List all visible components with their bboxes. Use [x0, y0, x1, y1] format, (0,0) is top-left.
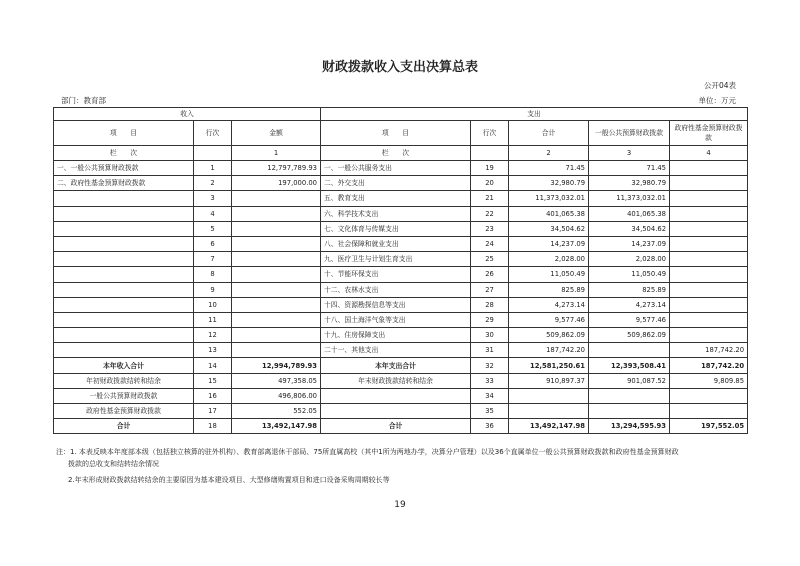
table-row [54, 312, 748, 327]
income-amount-cell [232, 206, 321, 221]
expense-fund-cell: 187,742.20 [670, 343, 748, 358]
expense-col-label: 栏 次 [321, 146, 471, 161]
expense-col-3: 3 [589, 146, 670, 161]
expense-blank-item [321, 388, 471, 403]
expense-general-cell: 4,273.14 [589, 297, 670, 312]
income-line-cell: 8 [194, 267, 232, 282]
expense-general-cell: 509,862.09 [589, 328, 670, 343]
expense-general-cell: 32,980.79 [589, 176, 670, 191]
income-item-cell [54, 236, 194, 251]
expense-end-label: 年末财政拨款结转和结余 [321, 373, 471, 388]
table-row [54, 297, 748, 312]
income-fund-amount: 552.05 [232, 404, 321, 419]
income-fund-label: 政府性基金预算财政拨款 [54, 404, 194, 419]
income-amount-cell [232, 328, 321, 343]
expense-line-cell: 30 [471, 328, 509, 343]
income-item-cell: 一、一般公共预算财政拨款 [54, 161, 194, 176]
expense-end-general: 901,087.52 [589, 373, 670, 388]
table-row [54, 328, 748, 343]
income-line-cell: 5 [194, 221, 232, 236]
expense-line-cell: 20 [471, 176, 509, 191]
expense-end-fund: 9,809.85 [670, 373, 748, 388]
table-row [54, 282, 748, 297]
budget-table [53, 107, 748, 434]
expense-fund-cell [670, 252, 748, 267]
expense-blank-general [589, 404, 670, 419]
expense-grand-fund: 197,552.05 [670, 419, 748, 434]
expense-general-cell: 11,050.49 [589, 267, 670, 282]
expense-item-cell: 二、外交支出 [321, 176, 471, 191]
expense-grand-total: 13,492,147.98 [509, 419, 589, 434]
page-number: 19 [394, 500, 406, 510]
income-line-cell: 12 [194, 328, 232, 343]
expense-fund-cell [670, 191, 748, 206]
expense-line-cell: 22 [471, 206, 509, 221]
expense-total-cell: 509,862.09 [509, 328, 589, 343]
income-item-header: 项 目 [54, 121, 194, 146]
expense-total-cell: 401,065.38 [509, 206, 589, 221]
expense-total-cell: 71.45 [509, 161, 589, 176]
expense-total-cell: 4,273.14 [509, 297, 589, 312]
expense-grand-general: 13,294,595.93 [589, 419, 670, 434]
income-amount-cell [232, 267, 321, 282]
expense-fund-cell [670, 297, 748, 312]
year-total-row [54, 358, 748, 373]
expense-general-cell: 71.45 [589, 161, 670, 176]
expense-fund-cell [670, 282, 748, 297]
income-amount-cell [232, 236, 321, 251]
income-general-amount: 496,806.00 [232, 388, 321, 403]
expense-line-cell: 23 [471, 221, 509, 236]
income-line-cell: 1 [194, 161, 232, 176]
expense-line-blank [471, 146, 509, 161]
expense-year-fund: 187,742.20 [670, 358, 748, 373]
expense-item-cell: 七、文化体育与传媒支出 [321, 221, 471, 236]
table-row [54, 236, 748, 251]
income-year-total-amount: 12,994,789.93 [232, 358, 321, 373]
expense-item-cell: 十、节能环保支出 [321, 267, 471, 282]
income-item-cell [54, 312, 194, 327]
expense-line-cell: 24 [471, 236, 509, 251]
income-amount-cell [232, 221, 321, 236]
income-line-cell: 9 [194, 282, 232, 297]
income-amount-cell [232, 252, 321, 267]
table-row [54, 252, 748, 267]
income-year-total-label: 本年收入合计 [54, 358, 194, 373]
expense-general-cell: 401,065.38 [589, 206, 670, 221]
income-line-cell: 13 [194, 343, 232, 358]
note-1: 注：1. 本表反映本年度部本级（包括独立核算的驻外机构）、教育部离退休干部局、75所直属高校（其中1所为两地办学，决算分户管理）以及36个直属单位一般公共预算财政拨款和政府性基金预算财政 [56, 448, 679, 456]
income-item-cell [54, 267, 194, 282]
income-year-total-line: 14 [194, 358, 232, 373]
expense-line-34: 34 [471, 388, 509, 403]
expense-total-cell: 9,577.46 [509, 312, 589, 327]
table-row [54, 267, 748, 282]
general-carryover-row [54, 388, 748, 403]
expense-grand-line: 36 [471, 419, 509, 434]
income-col-1: 1 [232, 146, 321, 161]
header-row-column-numbers [54, 146, 748, 161]
income-amount-cell [232, 191, 321, 206]
expense-blank-fund [670, 388, 748, 403]
income-item-cell [54, 328, 194, 343]
income-begin-label: 年初财政拨款结转和结余 [54, 373, 194, 388]
expense-total-header: 合计 [509, 121, 589, 146]
expense-year-total-line: 32 [471, 358, 509, 373]
expense-item-cell: 十二、农林水支出 [321, 282, 471, 297]
income-item-cell [54, 282, 194, 297]
expense-item-cell: 五、教育支出 [321, 191, 471, 206]
expense-line-35: 35 [471, 404, 509, 419]
expense-general-header: 一般公共预算财政拨款 [589, 121, 670, 146]
table-row [54, 343, 748, 358]
expense-total-cell: 14,237.09 [509, 236, 589, 251]
expense-blank-total [509, 404, 589, 419]
income-amount-cell: 197,000.00 [232, 176, 321, 191]
notes [56, 446, 746, 486]
header-row-sections [54, 108, 748, 121]
expense-fund-cell [670, 267, 748, 282]
expense-blank-general [589, 388, 670, 403]
expense-col-4: 4 [670, 146, 748, 161]
note-2: 2.年末形成财政拨款结转结余的主要原因为基本建设项目、大型修缮购置项目和进口设备采购周期较长等 [68, 476, 390, 484]
income-line-cell: 6 [194, 236, 232, 251]
expense-general-cell: 11,373,032.01 [589, 191, 670, 206]
expense-fund-cell [670, 161, 748, 176]
table-row [54, 161, 748, 176]
expense-line-cell: 28 [471, 297, 509, 312]
income-item-cell: 二、政府性基金预算财政拨款 [54, 176, 194, 191]
income-amount-cell: 12,797,789.93 [232, 161, 321, 176]
expense-item-cell: 六、科学技术支出 [321, 206, 471, 221]
income-begin-line: 15 [194, 373, 232, 388]
expense-item-cell: 八、社会保障和就业支出 [321, 236, 471, 251]
expense-total-cell: 34,504.62 [509, 221, 589, 236]
income-amount-header: 金额 [232, 121, 321, 146]
expense-line-header: 行次 [471, 121, 509, 146]
income-col-label: 栏 次 [54, 146, 194, 161]
expense-fund-cell [670, 328, 748, 343]
income-grand-amount: 13,492,147.98 [232, 419, 321, 434]
expense-fund-cell [670, 236, 748, 251]
income-item-cell [54, 252, 194, 267]
table-row [54, 221, 748, 236]
income-line-blank [194, 146, 232, 161]
expense-general-cell: 14,237.09 [589, 236, 670, 251]
header-row-columns [54, 121, 748, 146]
expense-fund-cell [670, 176, 748, 191]
income-item-cell [54, 191, 194, 206]
expense-total-cell: 187,742.20 [509, 343, 589, 358]
expense-item-cell: 十四、资源勘探信息等支出 [321, 297, 471, 312]
income-line-cell: 10 [194, 297, 232, 312]
income-amount-cell [232, 312, 321, 327]
income-line-header: 行次 [194, 121, 232, 146]
grand-total-row [54, 419, 748, 434]
income-item-cell [54, 297, 194, 312]
table-row [54, 176, 748, 191]
expense-item-cell: 二十一、其他支出 [321, 343, 471, 358]
expense-line-cell: 25 [471, 252, 509, 267]
income-item-cell [54, 206, 194, 221]
expense-blank-total [509, 388, 589, 403]
expense-item-cell: 十九、住房保障支出 [321, 328, 471, 343]
expense-year-general: 12,393,508.41 [589, 358, 670, 373]
expense-item-header: 项 目 [321, 121, 471, 146]
income-begin-amount: 497,358.05 [232, 373, 321, 388]
expense-line-cell: 21 [471, 191, 509, 206]
expense-line-cell: 19 [471, 161, 509, 176]
expense-total-cell: 32,980.79 [509, 176, 589, 191]
note-1-cont: 拨款的总收支和结转结余情况 [68, 460, 159, 468]
income-section-header: 收入 [54, 108, 321, 121]
income-line-cell: 2 [194, 176, 232, 191]
expense-blank-fund [670, 404, 748, 419]
income-fund-line: 17 [194, 404, 232, 419]
income-line-cell: 7 [194, 252, 232, 267]
unit-label: 单位：万元 [698, 96, 736, 105]
expense-fund-cell [670, 312, 748, 327]
expense-item-cell: 九、医疗卫生与计划生育支出 [321, 252, 471, 267]
expense-general-cell: 34,504.62 [589, 221, 670, 236]
department-label: 部门：教育部 [61, 96, 106, 105]
income-item-cell [54, 221, 194, 236]
carryover-row [54, 373, 748, 388]
income-line-cell: 11 [194, 312, 232, 327]
expense-total-cell: 2,028.00 [509, 252, 589, 267]
income-line-cell: 3 [194, 191, 232, 206]
expense-fund-cell [670, 206, 748, 221]
expense-line-cell: 27 [471, 282, 509, 297]
income-grand-label: 合计 [54, 419, 194, 434]
expense-end-total: 910,897.37 [509, 373, 589, 388]
expense-general-cell: 825.89 [589, 282, 670, 297]
expense-line-cell: 29 [471, 312, 509, 327]
expense-year-total-label: 本年支出合计 [321, 358, 471, 373]
expense-col-2: 2 [509, 146, 589, 161]
expense-section-header: 支出 [321, 108, 748, 121]
expense-fund-header: 政府性基金预算财政拨款 [670, 121, 748, 146]
fund-carryover-row [54, 404, 748, 419]
expense-item-cell: 十八、国土海洋气象等支出 [321, 312, 471, 327]
expense-general-cell [589, 343, 670, 358]
report-title: 财政拨款收入支出决算总表 [321, 60, 478, 75]
form-code: 公开04表 [703, 81, 736, 90]
expense-fund-cell [670, 221, 748, 236]
table-row [54, 206, 748, 221]
expense-year-total: 12,581,250.61 [509, 358, 589, 373]
income-item-cell [54, 343, 194, 358]
expense-total-cell: 11,373,032.01 [509, 191, 589, 206]
income-line-cell: 4 [194, 206, 232, 221]
expense-grand-label: 合计 [321, 419, 471, 434]
income-general-line: 16 [194, 388, 232, 403]
income-amount-cell [232, 297, 321, 312]
expense-total-cell: 11,050.49 [509, 267, 589, 282]
expense-general-cell: 9,577.46 [589, 312, 670, 327]
expense-line-cell: 31 [471, 343, 509, 358]
income-general-label: 一般公共预算财政拨款 [54, 388, 194, 403]
income-amount-cell [232, 282, 321, 297]
expense-general-cell: 2,028.00 [589, 252, 670, 267]
income-grand-line: 18 [194, 419, 232, 434]
expense-total-cell: 825.89 [509, 282, 589, 297]
expense-end-line: 33 [471, 373, 509, 388]
income-amount-cell [232, 343, 321, 358]
expense-item-cell: 一、一般公共服务支出 [321, 161, 471, 176]
expense-blank-item [321, 404, 471, 419]
expense-line-cell: 26 [471, 267, 509, 282]
table-row [54, 191, 748, 206]
